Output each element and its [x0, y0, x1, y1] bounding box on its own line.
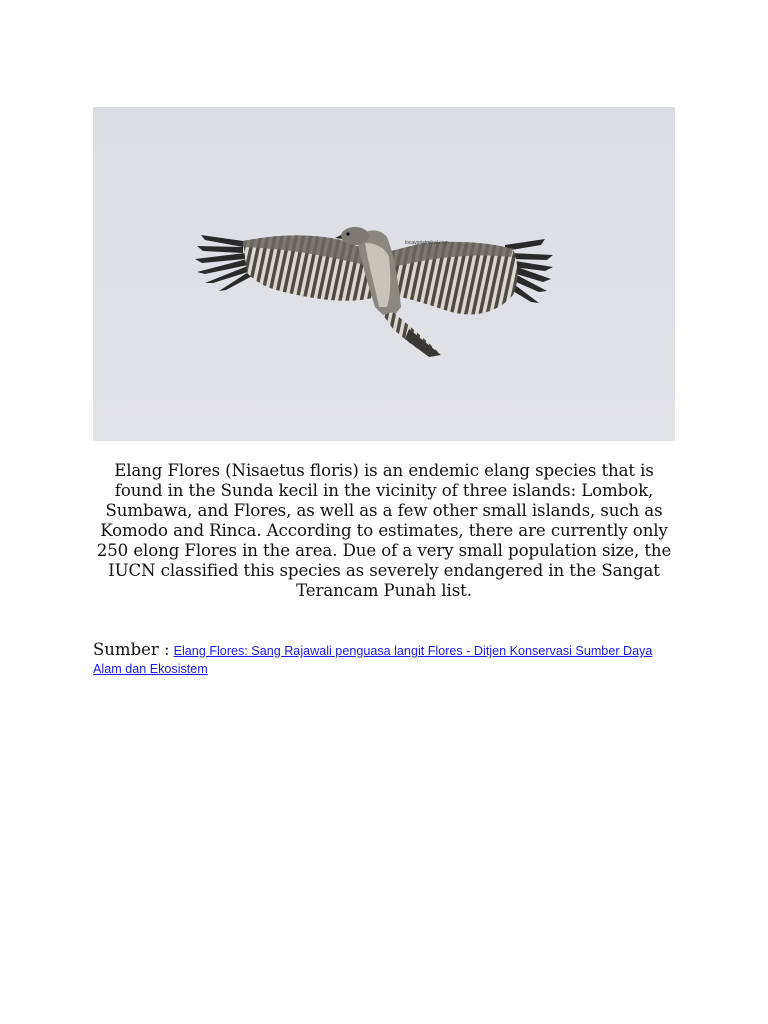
flying-eagle-image [93, 107, 675, 441]
photo-watermark: locavoristmikal.com [405, 240, 449, 246]
source-citation [93, 641, 675, 678]
source-label: Sumber : [93, 640, 170, 659]
article-paragraph: Elang Flores (Nisaetus floris) is an endemic elang species that is found in the Sunda kecil in the vicinity of three islands: Lombok, Sumbawa, and Flores, as well as a few other small islands, such as Komodo and Rinca. According to estimates, there are currently only 250 elong Flores in the area. Due of a very small population size, the IUCN classified this species as severely endangered in the Sangat Terancam Punah list. [96, 461, 672, 600]
source-link[interactable]: Elang Flores: Sang Rajawali penguasa langit Flores - Ditjen Konservasi Sumber Daya Alam dan Ekosistem [93, 644, 653, 676]
eagle-photo [93, 107, 675, 441]
